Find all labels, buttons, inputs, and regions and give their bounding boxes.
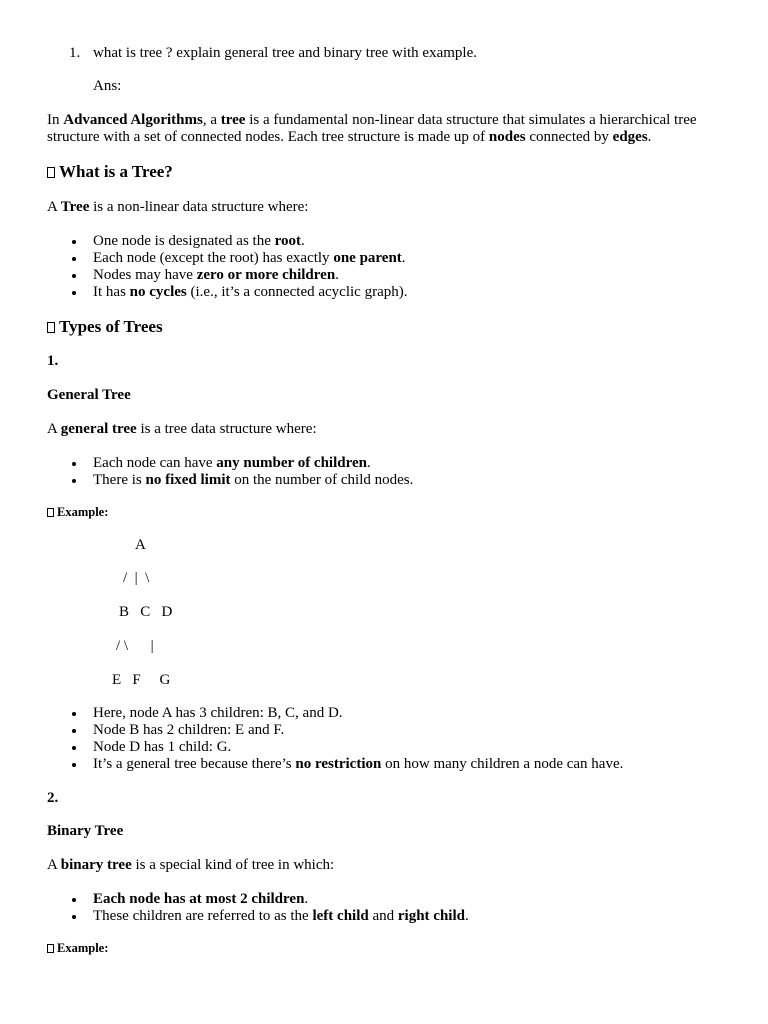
missing-glyph-icon [47, 944, 54, 953]
general-tree-title: General Tree [47, 387, 131, 403]
question-number: 1. [69, 45, 81, 61]
missing-glyph-icon [47, 322, 55, 333]
binary-tree-title: Binary Tree [47, 823, 124, 839]
intro-paragraph: In Advanced Algorithms, a tree is a fundamental non-linear data structure that simulates a hierarchical tree structure with a set of connected nodes. Each tree structure is made up of nodes connected by edges. [47, 112, 697, 145]
list-item: Node B has 2 children: E and F. [93, 722, 623, 739]
diagram-row-4: / \ | [116, 638, 154, 654]
list-item: It has no cycles (i.e., it’s a connected acyclic graph). [93, 284, 408, 300]
diagram-row-5: E F G [112, 672, 171, 688]
binary-tree-example-label: Example: [47, 940, 108, 957]
list-item: Node D has 1 child: G. [93, 739, 623, 756]
general-tree-list [93, 455, 413, 489]
answer-label: Ans: [93, 78, 122, 94]
list-item: One node is designated as the root. [93, 233, 407, 250]
list-item: It’s a general tree because there’s no restriction on how many children a node can have. [93, 756, 624, 772]
list-item: There is no fixed limit on the number of child nodes. [93, 472, 414, 488]
diagram-row-2: / | \ [123, 570, 150, 586]
general-tree-example-label: Example: [47, 504, 108, 521]
heading-types-of-trees: Types of Trees [47, 318, 163, 335]
missing-glyph-icon [47, 167, 55, 178]
question-text: what is tree ? explain general tree and binary tree with example. [93, 45, 477, 61]
binary-tree-list [93, 891, 469, 925]
tree-properties-list [93, 233, 407, 301]
diagram-row-1: A [135, 537, 146, 553]
binary-tree-lead: A binary tree is a special kind of tree in which: [47, 857, 335, 873]
list-item: Each node has at most 2 children. [93, 891, 469, 908]
missing-glyph-icon [47, 508, 54, 517]
binary-tree-number: 2. [47, 790, 59, 806]
general-tree-number: 1. [47, 353, 59, 369]
list-item: Nodes may have zero or more children. [93, 267, 407, 284]
general-tree-lead: A general tree is a tree data structure where: [47, 421, 317, 437]
general-tree-notes-list [93, 705, 623, 773]
tree-lead: A Tree is a non-linear data structure where: [47, 199, 309, 215]
list-item: Each node can have any number of children. [93, 455, 413, 472]
heading-what-is-tree: What is a Tree? [47, 163, 173, 180]
list-item: Here, node A has 3 children: B, C, and D. [93, 705, 623, 722]
diagram-row-3: B C D [119, 604, 173, 620]
list-item: These children are referred to as the left child and right child. [93, 908, 469, 924]
list-item: Each node (except the root) has exactly one parent. [93, 250, 406, 266]
